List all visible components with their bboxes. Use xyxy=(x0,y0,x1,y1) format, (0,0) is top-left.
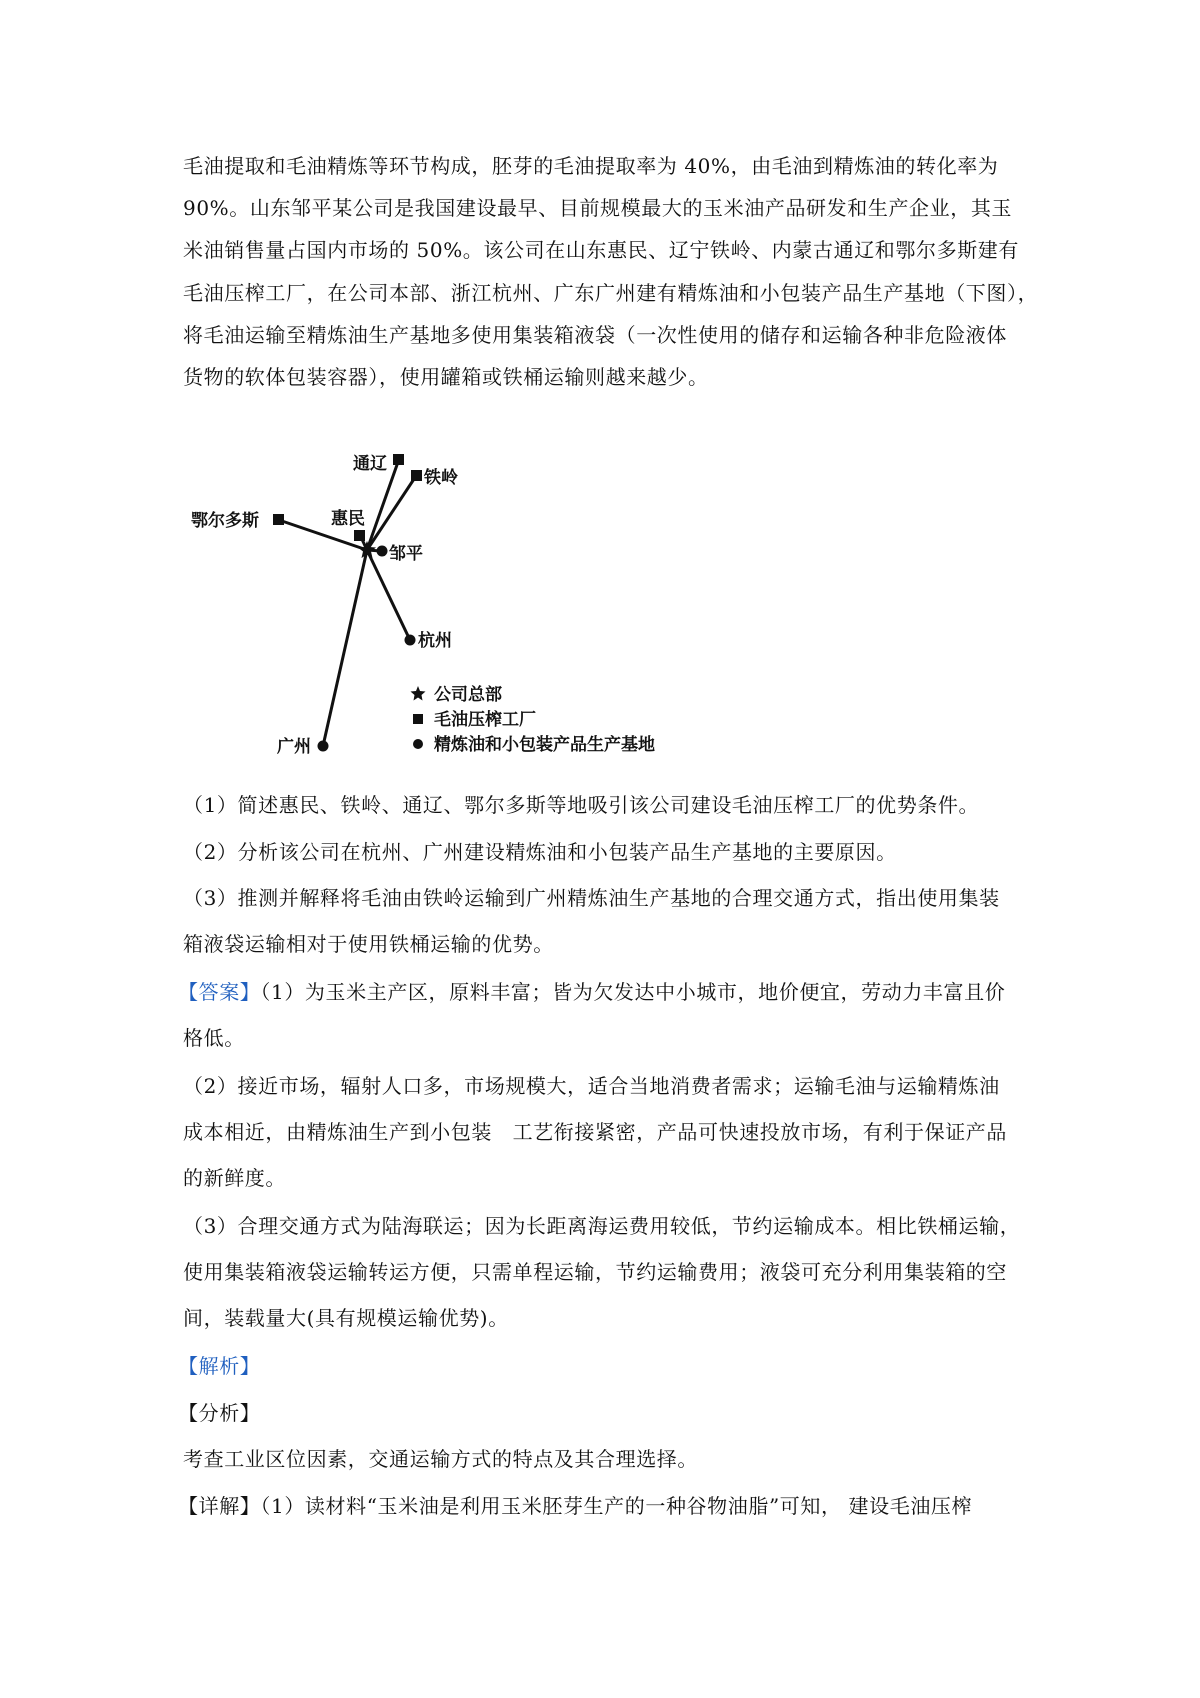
factory-marker-eerduosi xyxy=(273,514,284,525)
answer-3-cont: 间，装载量大(具有规模运输优势)。 xyxy=(183,1306,509,1330)
detail-tag: 【详解】 xyxy=(178,1494,261,1518)
factory-marker-tieling xyxy=(411,470,422,481)
answer-tag: 【答案】 xyxy=(178,980,261,1004)
question-1: （1）简述惠民、铁岭、通辽、鄂尔多斯等地吸引该公司建设毛油压榨工厂的优势条件。 xyxy=(183,793,980,817)
answer-3: （3）合理交通方式为陆海联运；因为长距离海运费用较低，节约运输成本。相比铁桶运输， xyxy=(183,1214,1021,1238)
label-tongliao: 通辽 xyxy=(353,454,387,474)
label-tieling: 铁岭 xyxy=(424,468,458,488)
legend-star-icon xyxy=(411,686,426,701)
legend-factory: 毛油压榨工厂 xyxy=(434,710,536,730)
label-zouping: 邹平 xyxy=(389,544,423,564)
answer-3-cont: 使用集装箱液袋运输转运方便，只需单程运输，节约运输费用；液袋可充分利用集装箱的空 xyxy=(183,1260,1007,1284)
legend-circle-icon xyxy=(413,739,423,749)
base-marker-zouping xyxy=(377,546,388,557)
line-guangzhou xyxy=(323,550,367,746)
answer-2-cont: 的新鲜度。 xyxy=(183,1166,286,1190)
base-marker-hangzhou xyxy=(405,635,416,646)
intro-line: 90%。山东邹平某公司是我国建设最早、目前规模最大的玉米油产品研发和生产企业，其玉 xyxy=(183,196,1013,220)
intro-line: 货物的软体包装容器），使用罐箱或铁桶运输则越来越少。 xyxy=(183,365,709,389)
legend-hq: 公司总部 xyxy=(434,685,502,705)
label-guangzhou: 广州 xyxy=(277,737,311,757)
detail-text: （1）读材料“玉米油是利用玉米胚芽生产的一种谷物油脂”可知， 建设毛油压榨 xyxy=(260,1494,973,1518)
line-tongliao xyxy=(367,462,398,550)
answer-1: （1）为玉米主产区，原料丰富；皆为欠发达中小城市，地价便宜，劳动力丰富且价 xyxy=(260,980,1006,1004)
answer-2: （2）接近市场，辐射人口多，市场规模大，适合当地消费者需求；运输毛油与运输精炼油 xyxy=(183,1074,1000,1098)
analysis-sub-tag: 【分析】 xyxy=(178,1401,261,1425)
answer-line xyxy=(178,977,1005,1007)
question-3: （3）推测并解释将毛油由铁岭运输到广州精炼油生产基地的合理交通方式，指出使用集装 xyxy=(183,886,1000,910)
intro-line: 将毛油运输至精炼油生产基地多使用集装箱液袋（一次性使用的储存和运输各种非危险液体 xyxy=(183,323,1007,347)
legend-base: 精炼油和小包装产品生产基地 xyxy=(434,735,655,755)
factory-marker-tongliao xyxy=(393,454,404,465)
detail-line xyxy=(178,1491,972,1521)
label-hangzhou: 杭州 xyxy=(418,631,452,651)
line-tieling xyxy=(367,476,416,550)
base-marker-guangzhou xyxy=(318,741,329,752)
transport-lines xyxy=(279,462,416,746)
intro-line: 毛油提取和毛油精炼等环节构成，胚芽的毛油提取率为 40%，由毛油到精炼油的转化率为 xyxy=(183,154,999,178)
label-eerduosi: 鄂尔多斯 xyxy=(191,511,259,531)
answer-1-cont: 格低。 xyxy=(183,1026,245,1050)
intro-line: 米油销售量占国内市场的 50%。该公司在山东惠民、辽宁铁岭、内蒙古通辽和鄂尔多斯建有 xyxy=(183,238,1020,262)
factory-marker-huimin xyxy=(354,530,365,541)
question-3-cont: 箱液袋运输相对于使用铁桶运输的优势。 xyxy=(183,932,554,956)
intro-line: 毛油压榨工厂，在公司本部、浙江杭州、广东广州建有精炼油和小包装产品生产基地（下图）， xyxy=(183,281,1039,305)
label-huimin: 惠民 xyxy=(331,509,365,529)
analysis-tag: 【解析】 xyxy=(178,1354,261,1378)
analysis-summary: 考查工业区位因素，交通运输方式的特点及其合理选择。 xyxy=(183,1447,698,1471)
legend-square-icon xyxy=(413,714,423,724)
question-2: （2）分析该公司在杭州、广州建设精炼油和小包装产品生产基地的主要原因。 xyxy=(183,840,897,864)
answer-2-cont: 成本相近，由精炼油生产到小包装 工艺衔接紧密，产品可快速投放市场，有利于保证产品 xyxy=(183,1120,1007,1144)
